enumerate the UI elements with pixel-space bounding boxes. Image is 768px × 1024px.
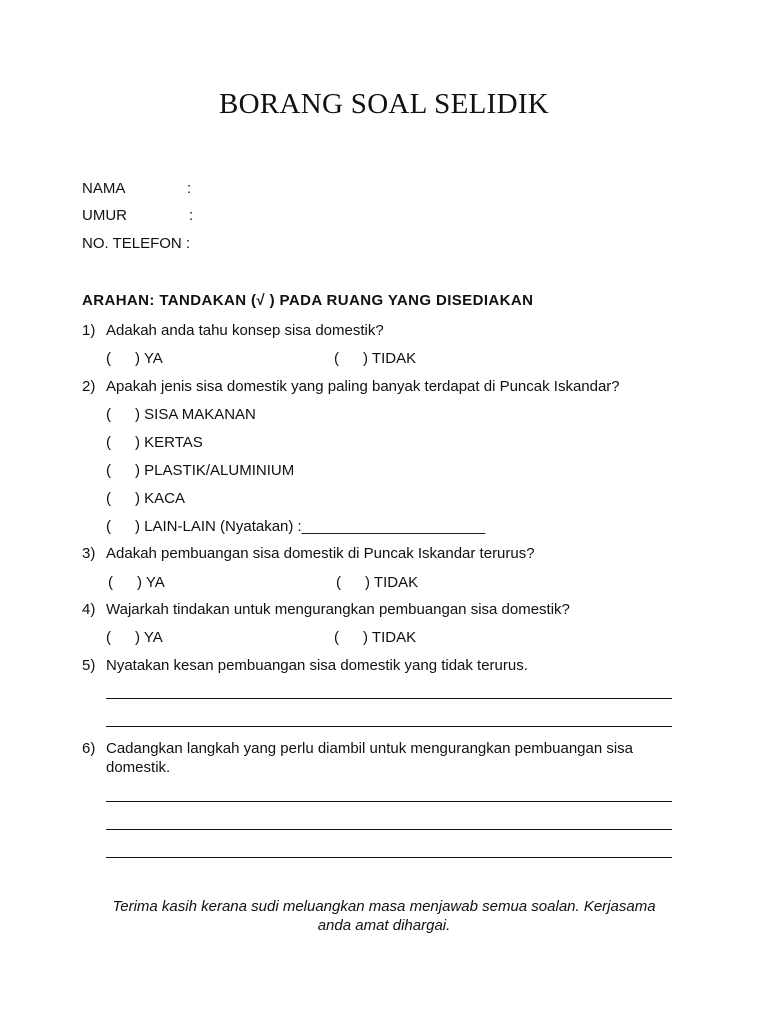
answer-line[interactable] bbox=[106, 829, 672, 830]
field-label-umur: UMUR bbox=[82, 207, 127, 224]
checkbox-ya[interactable]: ( ) YA bbox=[106, 629, 163, 646]
option-label: TIDAK bbox=[373, 574, 419, 591]
checkbox-tidak[interactable]: ( ) TIDAK bbox=[334, 350, 417, 367]
checkbox-kaca[interactable]: ( ) KACA bbox=[106, 490, 186, 507]
answer-line[interactable] bbox=[106, 801, 672, 802]
thank-you-line-1: Terima kasih kerana sudi meluangkan masa menjawab semua soalan. Kerjasama bbox=[112, 898, 656, 915]
answer-line[interactable] bbox=[106, 698, 672, 699]
question-number: 2) bbox=[82, 378, 96, 395]
option-label: TIDAK bbox=[371, 629, 417, 646]
checkbox-plastik[interactable]: ( ) PLASTIK/ALUMINIUM bbox=[106, 462, 295, 479]
option-label: SISA MAKANAN bbox=[144, 406, 256, 423]
question-number: 5) bbox=[82, 657, 96, 674]
field-label-nama: NAMA bbox=[82, 180, 126, 197]
field-label-telefon: NO. TELEFON : bbox=[82, 235, 191, 252]
option-label: PLASTIK/ALUMINIUM bbox=[144, 462, 295, 479]
field-colon-nama: : bbox=[187, 180, 192, 197]
question-text: Adakah pembuangan sisa domestik di Puncak Iskandar terurus? bbox=[106, 545, 535, 562]
option-label: TIDAK bbox=[371, 350, 417, 367]
question-number: 4) bbox=[82, 601, 96, 618]
checkbox-tidak[interactable]: ( ) TIDAK bbox=[336, 574, 419, 591]
checkbox-sisa-makanan[interactable]: ( ) SISA MAKANAN bbox=[106, 406, 256, 423]
question-text: Nyatakan kesan pembuangan sisa domestik yang tidak terurus. bbox=[106, 657, 528, 674]
question-number: 3) bbox=[82, 545, 96, 562]
checkbox-kertas[interactable]: ( ) KERTAS bbox=[106, 434, 203, 451]
thank-you-note bbox=[90, 897, 678, 935]
question-text: Apakah jenis sisa domestik yang paling banyak terdapat di Puncak Iskandar? bbox=[106, 378, 620, 395]
question-text: Adakah anda tahu konsep sisa domestik? bbox=[106, 322, 384, 339]
answer-line[interactable] bbox=[106, 726, 672, 727]
question-text-continued: domestik. bbox=[106, 759, 171, 776]
question-number: 6) bbox=[82, 740, 96, 757]
answer-line[interactable] bbox=[106, 857, 672, 858]
option-label: KERTAS bbox=[144, 434, 203, 451]
checkbox-tidak[interactable]: ( ) TIDAK bbox=[334, 629, 417, 646]
option-label: LAIN-LAIN (Nyatakan) :______________________ bbox=[144, 518, 486, 535]
checkbox-ya[interactable]: ( ) YA bbox=[108, 574, 165, 591]
thank-you-line-2: anda amat dihargai. bbox=[317, 917, 451, 934]
option-label: KACA bbox=[144, 490, 186, 507]
question-number: 1) bbox=[82, 322, 96, 339]
instruction-heading: ARAHAN: TANDAKAN (√ ) PADA RUANG YANG DISEDIAKAN bbox=[82, 292, 534, 309]
field-colon-umur: : bbox=[189, 207, 194, 224]
question-text: Wajarkah tindakan untuk mengurangkan pembuangan sisa domestik? bbox=[106, 601, 570, 618]
option-label: YA bbox=[145, 574, 165, 591]
question-text: Cadangkan langkah yang perlu diambil untuk mengurangkan pembuangan sisa bbox=[106, 740, 634, 757]
checkbox-lain-lain[interactable]: ( ) LAIN-LAIN (Nyatakan) :______________________ bbox=[106, 518, 486, 535]
page-title: BORANG SOAL SELIDIK bbox=[218, 88, 550, 120]
option-label: YA bbox=[143, 350, 163, 367]
option-label: YA bbox=[143, 629, 163, 646]
checkbox-ya[interactable]: ( ) YA bbox=[106, 350, 163, 367]
